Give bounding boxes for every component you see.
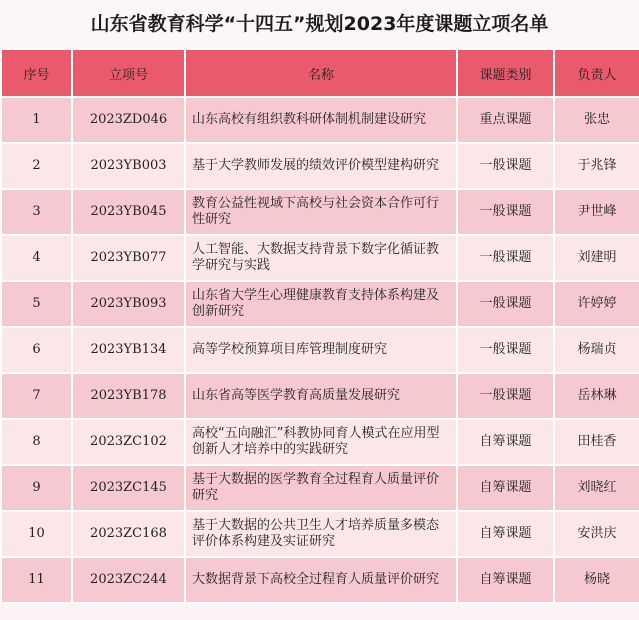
cell-code: 2023YB178 — [72, 373, 185, 419]
cell-category: 一般课题 — [457, 373, 554, 419]
cell-owner: 刘建明 — [554, 235, 639, 281]
cell-category: 一般课题 — [457, 143, 554, 189]
table-row — [1, 465, 639, 511]
cell-seq: 10 — [1, 511, 72, 557]
cell-category: 一般课题 — [457, 281, 554, 327]
cell-category: 重点课题 — [457, 97, 554, 143]
cell-code: 2023YB134 — [72, 327, 185, 373]
table-row — [1, 511, 639, 557]
header-row — [1, 49, 639, 97]
table-body — [1, 97, 639, 603]
project-table — [0, 48, 639, 604]
cell-category: 一般课题 — [457, 235, 554, 281]
cell-seq: 7 — [1, 373, 72, 419]
cell-category: 自筹课题 — [457, 511, 554, 557]
cell-name: 人工智能、大数据支持背景下数字化循证教学研究与实践 — [185, 235, 457, 281]
table-row — [1, 143, 639, 189]
cell-owner: 于兆锋 — [554, 143, 639, 189]
cell-seq: 1 — [1, 97, 72, 143]
table-row — [1, 419, 639, 465]
table-row — [1, 373, 639, 419]
cell-category: 自筹课题 — [457, 419, 554, 465]
table-row — [1, 189, 639, 235]
cell-category: 一般课题 — [457, 189, 554, 235]
cell-name: 山东高校有组织教科研体制机制建设研究 — [185, 97, 457, 143]
cell-owner: 安洪庆 — [554, 511, 639, 557]
cell-name: 高校“五向融汇”科教协同育人模式在应用型创新人才培养中的实践研究 — [185, 419, 457, 465]
cell-owner: 杨晓 — [554, 557, 639, 603]
page-title: 山东省教育科学“十四五”规划2023年度课题立项名单 — [0, 0, 639, 48]
cell-code: 2023YB093 — [72, 281, 185, 327]
cell-name: 基于大学教师发展的绩效评价模型建构研究 — [185, 143, 457, 189]
cell-seq: 6 — [1, 327, 72, 373]
table-row — [1, 281, 639, 327]
cell-owner: 尹世峰 — [554, 189, 639, 235]
cell-seq: 2 — [1, 143, 72, 189]
cell-owner: 杨瑞贞 — [554, 327, 639, 373]
cell-code: 2023YB045 — [72, 189, 185, 235]
cell-owner: 岳林琳 — [554, 373, 639, 419]
cell-code: 2023ZC244 — [72, 557, 185, 603]
table-row — [1, 327, 639, 373]
table-row — [1, 97, 639, 143]
cell-seq: 9 — [1, 465, 72, 511]
cell-name: 山东省高等医学教育高质量发展研究 — [185, 373, 457, 419]
cell-name: 山东省大学生心理健康教育支持体系构建及创新研究 — [185, 281, 457, 327]
cell-code: 2023ZC168 — [72, 511, 185, 557]
cell-code: 2023YB003 — [72, 143, 185, 189]
table-row — [1, 235, 639, 281]
header-owner: 负责人 — [554, 49, 639, 97]
cell-owner: 刘晓红 — [554, 465, 639, 511]
header-code: 立项号 — [72, 49, 185, 97]
cell-code: 2023ZC102 — [72, 419, 185, 465]
cell-name: 大数据背景下高校全过程育人质量评价研究 — [185, 557, 457, 603]
cell-name: 基于大数据的公共卫生人才培养质量多模态评价体系构建及实证研究 — [185, 511, 457, 557]
table-row — [1, 557, 639, 603]
cell-seq: 5 — [1, 281, 72, 327]
cell-seq: 4 — [1, 235, 72, 281]
header-category: 课题类别 — [457, 49, 554, 97]
cell-category: 自筹课题 — [457, 465, 554, 511]
cell-owner: 许婷婷 — [554, 281, 639, 327]
header-seq: 序号 — [1, 49, 72, 97]
cell-seq: 8 — [1, 419, 72, 465]
cell-code: 2023ZD046 — [72, 97, 185, 143]
cell-name: 基于大数据的医学教育全过程育人质量评价研究 — [185, 465, 457, 511]
cell-code: 2023YB077 — [72, 235, 185, 281]
cell-seq: 11 — [1, 557, 72, 603]
cell-seq: 3 — [1, 189, 72, 235]
cell-code: 2023ZC145 — [72, 465, 185, 511]
header-name: 名称 — [185, 49, 457, 97]
cell-category: 自筹课题 — [457, 557, 554, 603]
cell-name: 教育公益性视域下高校与社会资本合作可行性研究 — [185, 189, 457, 235]
cell-category: 一般课题 — [457, 327, 554, 373]
cell-owner: 田桂香 — [554, 419, 639, 465]
cell-owner: 张忠 — [554, 97, 639, 143]
cell-name: 高等学校预算项目库管理制度研究 — [185, 327, 457, 373]
